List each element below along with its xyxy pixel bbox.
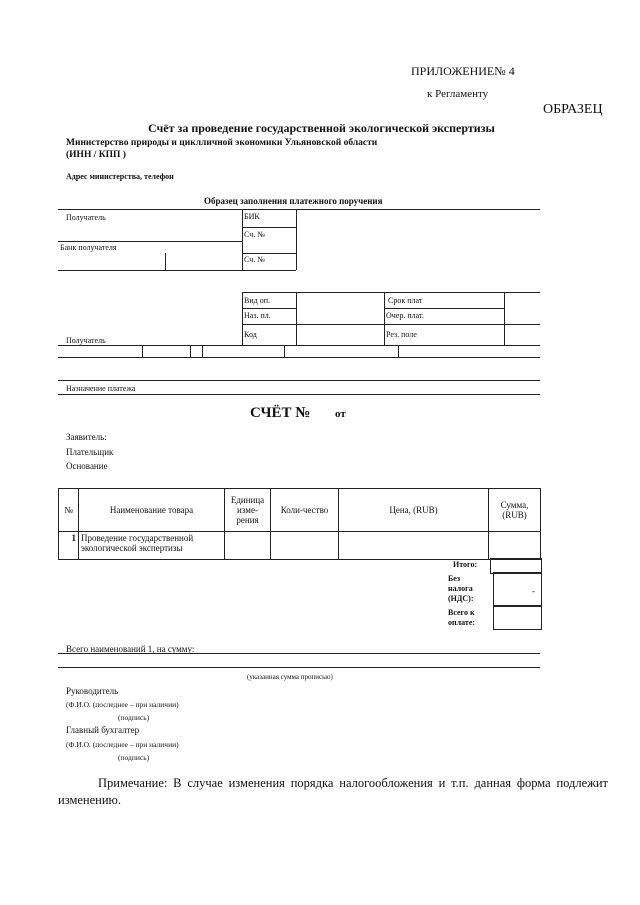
accountant-fio-caption: (Ф.И.О. (последнее – при наличии) bbox=[66, 740, 179, 749]
payment-order-title: Образец заполнения платежного поручения bbox=[204, 196, 383, 206]
account-no-label-2: Сч. № bbox=[244, 255, 265, 264]
head-label: Руководитель bbox=[66, 686, 119, 696]
row-num: 1 bbox=[59, 532, 79, 560]
basis-label: Основание bbox=[66, 461, 108, 471]
row-price bbox=[339, 532, 489, 560]
items-sum-label: Всего наименований 1, на сумму: bbox=[66, 644, 195, 654]
org-inn-kpp: (ИНН / КПП ) bbox=[66, 150, 126, 160]
itogo-label: Итого: bbox=[453, 560, 478, 569]
ocher-plat-label: Очер. плат. bbox=[386, 311, 424, 320]
account-no-label-1: Сч. № bbox=[244, 230, 265, 239]
no-vat-label: Без налога (НДС): bbox=[448, 574, 474, 603]
recipient-label-2: Получатель bbox=[66, 336, 106, 345]
srok-plat-label: Срок плат bbox=[388, 296, 423, 305]
no-vat-value: - bbox=[532, 586, 535, 596]
applicant-label: Заявитель: bbox=[66, 432, 107, 442]
bank-label: Банк получателя bbox=[60, 243, 117, 252]
recipient-label: Получатель bbox=[66, 213, 106, 222]
head-sign-caption: (подпись) bbox=[118, 713, 150, 722]
col-header-num: № bbox=[59, 489, 79, 532]
org-name: Министерство природы и циклличной экономики Ульяновской области bbox=[66, 138, 378, 148]
amount-words-caption: (указанная сумма прописью) bbox=[247, 673, 333, 681]
payer-label: Плательщик bbox=[66, 447, 114, 457]
org-address: Адрес министерства, телефон bbox=[66, 172, 174, 181]
total-pay-label: Всего к оплате: bbox=[448, 608, 476, 627]
row-name: Проведение государственной экологической экспертизы bbox=[79, 532, 225, 560]
kod-label: Код bbox=[244, 330, 257, 339]
total-pay-value bbox=[493, 606, 542, 630]
row-qty bbox=[271, 532, 339, 560]
invoice-title: СЧЁТ № bbox=[250, 405, 311, 421]
naz-pl-label: Наз. пл. bbox=[244, 311, 271, 320]
accountant-sign-caption: (подпись) bbox=[118, 753, 150, 762]
row-unit bbox=[225, 532, 271, 560]
appendix-label: ПРИЛОЖЕНИЕ№ 4 bbox=[411, 64, 515, 78]
bik-label: БИК bbox=[244, 212, 260, 221]
col-header-price: Цена, (RUB) bbox=[339, 489, 489, 532]
table-row bbox=[59, 532, 541, 560]
reglament-label: к Регламенту bbox=[427, 88, 489, 100]
purpose-label: Назначение платежа bbox=[66, 384, 136, 393]
accountant-label: Главный бухгалтер bbox=[66, 725, 140, 735]
vid-op-label: Вид оп. bbox=[244, 296, 270, 305]
document-title: Счёт за проведение государственной экологической экспертизы bbox=[148, 121, 495, 135]
head-fio-caption: (Ф.И.О. (последнее – при наличии) bbox=[66, 700, 179, 709]
items-table bbox=[58, 488, 541, 560]
amount-words-line bbox=[58, 667, 540, 668]
row-sum bbox=[489, 532, 541, 560]
rez-pole-label: Рез. поле bbox=[386, 330, 417, 339]
col-header-name: Наименование товара bbox=[79, 489, 225, 532]
col-header-sum: Сумма, (RUB) bbox=[489, 489, 541, 532]
items-sum-line bbox=[58, 653, 540, 654]
no-vat-box bbox=[493, 572, 542, 606]
col-header-qty: Коли-чество bbox=[271, 489, 339, 532]
sample-label: ОБРАЗЕЦ bbox=[543, 102, 603, 117]
note-paragraph: Примечание: В случае изменения порядка налогообложения и т.п. данная форма подлежит изменению. bbox=[58, 776, 608, 807]
invoice-date-label: от bbox=[335, 408, 346, 420]
col-header-unit: Единица изме-рения bbox=[225, 489, 271, 532]
table-header-row bbox=[59, 489, 541, 532]
